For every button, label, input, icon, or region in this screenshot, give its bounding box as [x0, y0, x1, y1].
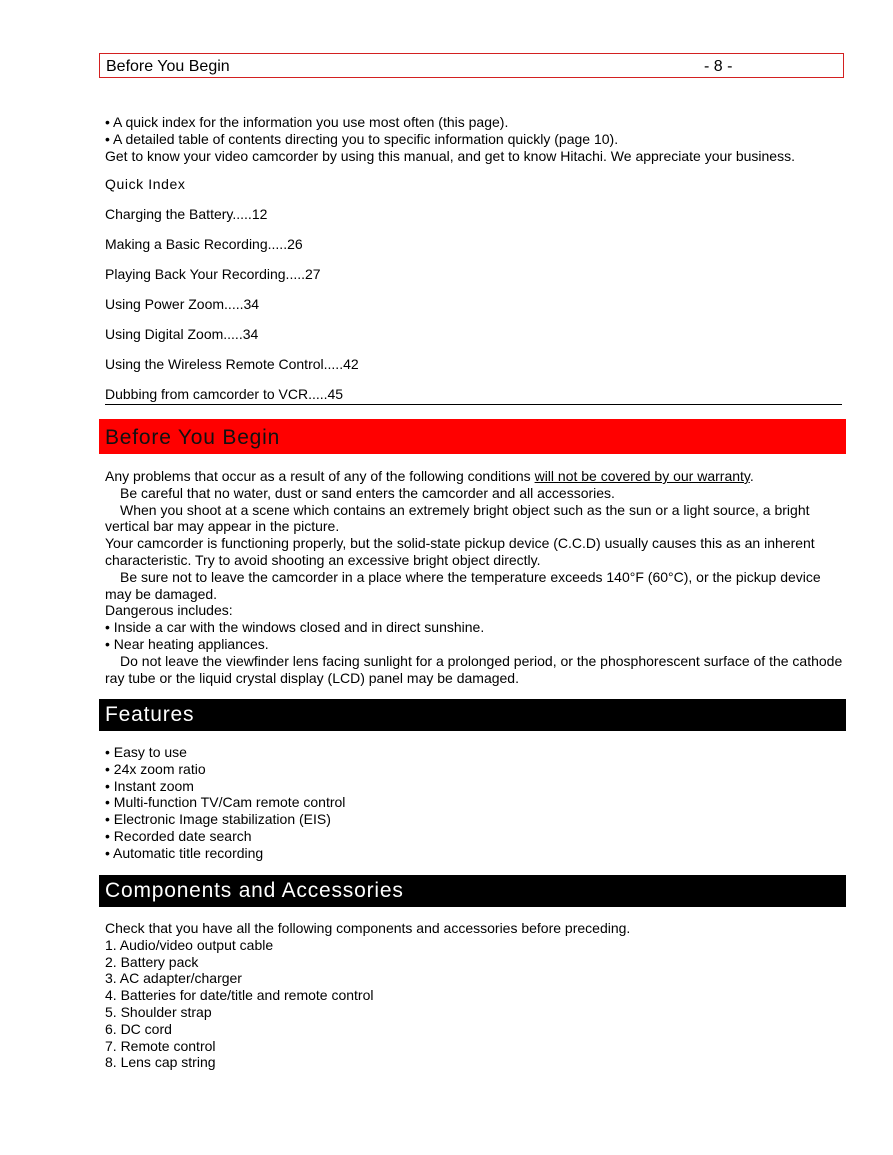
page-header	[99, 53, 844, 78]
warranty-underlined: will not be covered by our warranty	[534, 468, 750, 484]
header-title: Before You Begin	[106, 58, 230, 75]
component-item: 7. Remote control	[105, 1037, 216, 1054]
warranty-suffix: .	[749, 468, 754, 484]
component-item: 2. Battery pack	[105, 953, 199, 970]
component-item: 8. Lens cap string	[105, 1054, 216, 1071]
component-item: 4. Batteries for date/title and remote control	[105, 987, 374, 1004]
intro-line: • A detailed table of contents directing you to specific information quickly (page 10).	[105, 130, 619, 147]
quick-index-title: Quick Index	[105, 176, 186, 192]
paragraph: • Inside a car with the windows closed and in direct sunshine.	[105, 619, 485, 636]
paragraph-text: Be sure not to leave the camcorder in a place where the temperature exceeds 140°F (60°C), or the pickup device may be damaged.	[105, 568, 821, 602]
feature-item: • Multi-function TV/Cam remote control	[105, 794, 346, 811]
component-item: 5. Shoulder strap	[105, 1003, 212, 1020]
feature-item: • Easy to use	[105, 744, 187, 760]
component-item: 6. DC cord	[105, 1020, 172, 1037]
quick-index-item: Using the Wireless Remote Control.....42	[105, 356, 359, 372]
section-divider	[105, 404, 842, 405]
features-list	[105, 744, 843, 862]
section-heading-features: Features	[99, 699, 846, 731]
paragraph: Be careful that no water, dust or sand enters the camcorder and all accessories.	[120, 484, 615, 501]
before-you-begin-text	[105, 468, 843, 686]
components-list	[105, 920, 843, 1071]
section-heading-before-you-begin: Before You Begin	[99, 419, 846, 454]
paragraph-text: When you shoot at a scene which contains an extremely bright object such as the sun or a light source, a bright vertical bar may appear in the picture.	[105, 501, 810, 535]
feature-item: • Instant zoom	[105, 777, 194, 794]
intro-line: • A quick index for the information you use most often (this page).	[105, 114, 509, 130]
quick-index-item: Using Power Zoom.....34	[105, 296, 260, 312]
paragraph: Your camcorder is functioning properly, but the solid-state pickup device (C.C.D) usually causes this as an inherent characteristic. Try to avoid shooting an excessive bright object directly.	[105, 535, 815, 568]
feature-item: • Electronic Image stabilization (EIS)	[105, 811, 331, 828]
quick-index-item: Making a Basic Recording.....26	[105, 236, 303, 252]
page-number: - 8 -	[704, 58, 733, 75]
quick-index-item: Charging the Battery.....12	[105, 206, 268, 222]
warranty-line	[105, 468, 843, 485]
intro-text	[105, 114, 843, 164]
component-item: 3. AC adapter/charger	[105, 970, 242, 987]
paragraph	[105, 502, 843, 536]
quick-index-item: Dubbing from camcorder to VCR.....45	[105, 386, 344, 402]
feature-item: • Recorded date search	[105, 827, 252, 844]
quick-index-item: Using Digital Zoom.....34	[105, 326, 259, 342]
feature-item: • Automatic title recording	[105, 844, 264, 861]
paragraph	[105, 569, 843, 603]
paragraph: • Near heating appliances.	[105, 635, 269, 652]
feature-item: • 24x zoom ratio	[105, 760, 206, 777]
component-item: 1. Audio/video output cable	[105, 936, 274, 953]
section-heading-components: Components and Accessories	[99, 875, 846, 907]
warranty-prefix: Any problems that occur as a result of any of the following conditions	[105, 468, 535, 484]
components-intro: Check that you have all the following components and accessories before preceding.	[105, 920, 631, 936]
quick-index-item: Playing Back Your Recording.....27	[105, 266, 321, 282]
paragraph-text: Do not leave the viewfinder lens facing sunlight for a prolonged period, or the phosphorescent surface of the cathode ray tube or the liquid crystal display (LCD) panel may be damaged.	[105, 652, 843, 686]
intro-line: Get to know your video camcorder by using this manual, and get to know Hitachi. We appreciate your business.	[105, 147, 795, 164]
paragraph	[105, 653, 843, 687]
paragraph: Dangerous includes:	[105, 602, 233, 619]
